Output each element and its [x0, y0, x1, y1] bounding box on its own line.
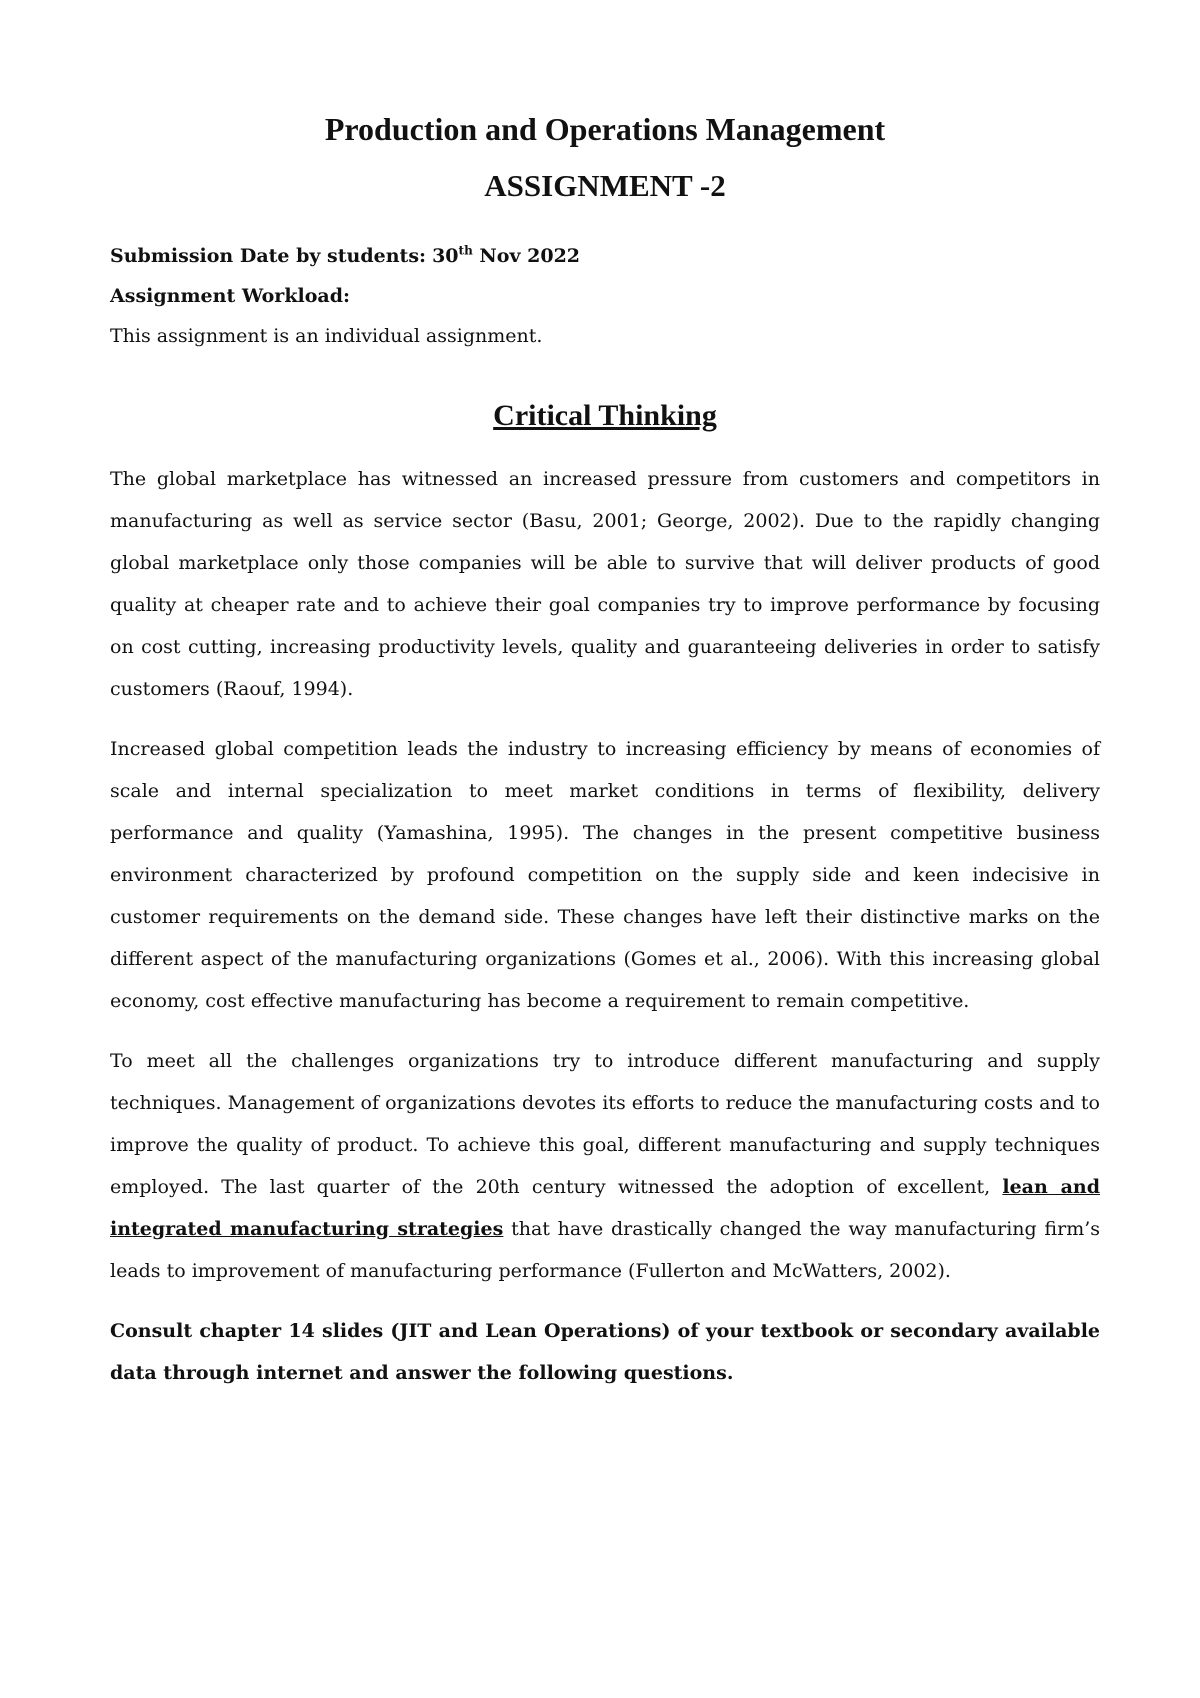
instruction-paragraph: Consult chapter 14 slides (JIT and Lean Operations) of your textbook or secondary available data through internet and answer the following questions. [110, 1320, 1100, 1384]
document-content [110, 108, 1100, 1394]
submission-date-value [432, 245, 580, 267]
paragraph-2: Increased global competition leads the industry to increasing efficiency by means of economies of scale and internal specialization to meet market conditions in terms of flexibility, delivery performance and quality (Yamashina, 1995). The changes in the present competitive business environment characterized by profound competition on the supply side and keen indecisive in customer requirements on the demand side. These changes have left their distinctive marks on the different aspect of the manufacturing organizations (Gomes et al., 2006). With this increasing global economy, cost effective manufacturing has become a requirement to remain competitive. [110, 738, 1100, 1012]
assignment-title: ASSIGNMENT -2 [484, 168, 726, 203]
submission-day-suffix: th [458, 243, 473, 258]
section-title: Critical Thinking [493, 399, 717, 432]
submission-date-line [110, 236, 1100, 276]
workload-label: Assignment Workload: [110, 285, 350, 307]
paragraph-3-before: To meet all the challenges organizations try to introduce different manufacturing and supply techniques. Management of organizations devotes its efforts to reduce the manufacturing costs and to improve the quality of product. To achieve this goal, different manufacturing and supply techniques employed. The last quarter of the 20th century witnessed the adoption of excellent, [110, 1050, 1100, 1198]
paragraph-3-after: that have drastically changed the way manufacturing firm’s leads to improvement of manufacturing performance (Fullerton and McWatters, 2002). [110, 1218, 1100, 1282]
workload-text: This assignment is an individual assignment. [110, 325, 543, 347]
document-title: Production and Operations Management [324, 111, 886, 147]
submission-date-label: Submission Date by students: [110, 245, 427, 267]
assignment-meta [110, 236, 1100, 356]
submission-day: 30 [432, 245, 459, 267]
paragraph-1: The global marketplace has witnessed an increased pressure from customers and competitors in manufacturing as well as service sector (Basu, 2001; George, 2002). Due to the rapidly changing global marketplace only those companies will be able to survive that will deliver products of good quality at cheaper rate and to achieve their goal companies try to improve performance by focusing on cost cutting, increasing productivity levels, quality and guaranteeing deliveries in order to satisfy customers (Raouf, 1994). [110, 468, 1100, 700]
submission-month-year: Nov 2022 [472, 245, 581, 267]
paragraph-3-emphasis: lean and integrated manufacturing strategies [110, 1176, 1100, 1240]
paragraph-3 [110, 1040, 1100, 1292]
